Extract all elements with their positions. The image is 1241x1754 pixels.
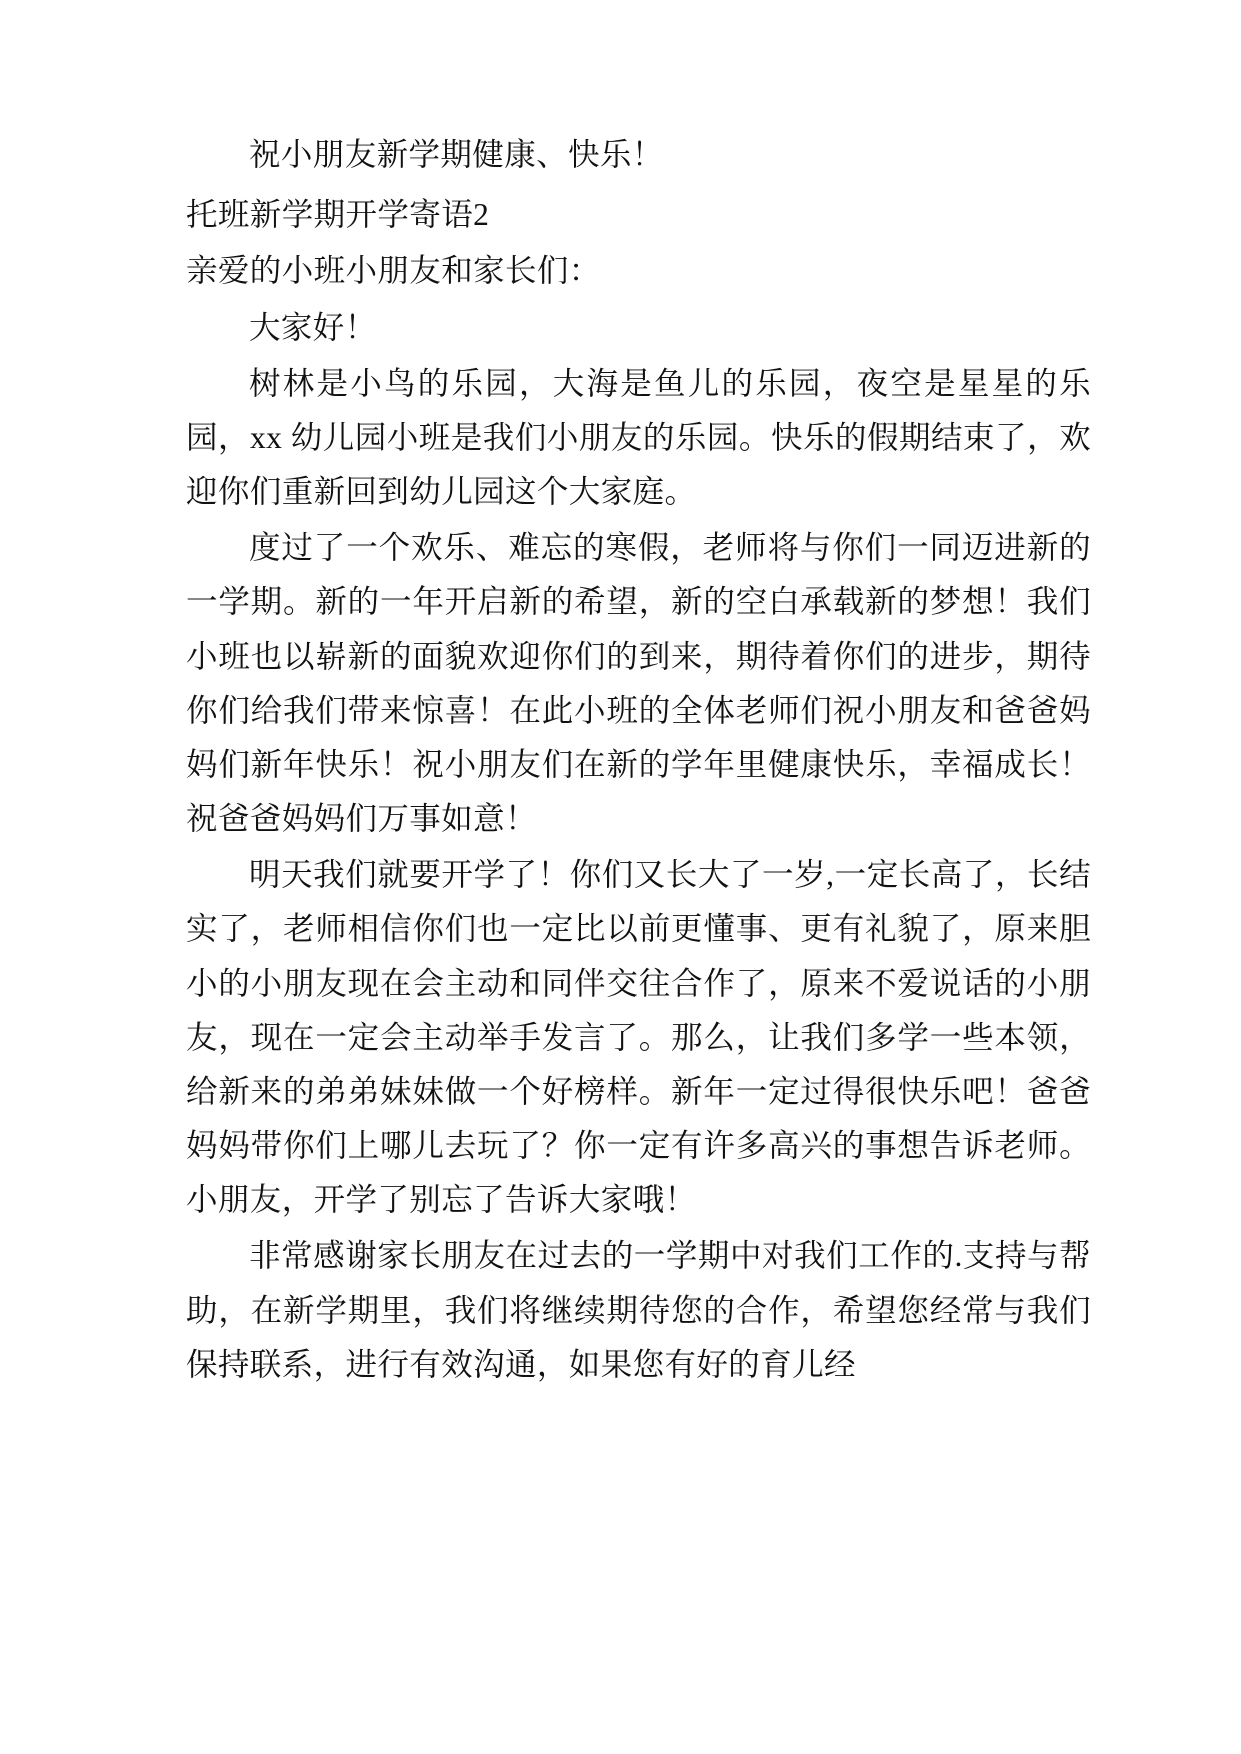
paragraph-body-2: 度过了一个欢乐、难忘的寒假，老师将与你们一同迈进新的一学期。新的一年开启新的希望，新的空白承载新的梦想！我们小班也以崭新的面貌欢迎你们的到来，期待着你们的进步，期待你们给我们带来惊喜！在此小班的全体老师们祝小朋友和爸爸妈妈们新年快乐！祝小朋友们在新的学年里健康快乐，幸福成长！祝爸爸妈妈们万事如意！ <box>186 530 1091 837</box>
paragraph-salutation: 亲爱的小班小朋友和家长们： <box>186 253 601 289</box>
paragraph-greeting: 祝小朋友新学期健康、快乐！ <box>249 137 664 172</box>
paragraph-body-4: 非常感谢家长朋友在过去的一学期中对我们工作的.支持与帮助，在新学期里，我们将继续期待您的合作，希望您经常与我们保持联系，进行有效沟通，如果您有好的育儿经 <box>186 1238 1091 1382</box>
paragraph-heading-2: 托班新学期开学寄语2 <box>186 197 490 233</box>
paragraph-hello: 大家好！ <box>249 309 377 345</box>
paragraph-body-1: 树林是小鸟的乐园，大海是鱼儿的乐园，夜空是星星的乐园，xx 幼儿园小班是我们小朋友的乐园。快乐的假期结束了，欢迎你们重新回到幼儿园这个大家庭。 <box>186 365 1091 510</box>
document-body <box>186 128 1091 1392</box>
paragraph-body-3: 明天我们就要开学了！你们又长大了一岁,一定长高了，长结实了，老师相信你们也一定比以前更懂事、更有礼貌了，原来胆小的小朋友现在会主动和同伴交往合作了，原来不爱说话的小朋友，现在一定会主动举手发言了。那么，让我们多学一些本领，给新来的弟弟妹妹做一个好榜样。新年一定过得很快乐吧！爸爸妈妈带你们上哪儿去玩了？你一定有许多高兴的事想告诉老师。小朋友，开学了别忘了告诉大家哦！ <box>186 857 1091 1218</box>
